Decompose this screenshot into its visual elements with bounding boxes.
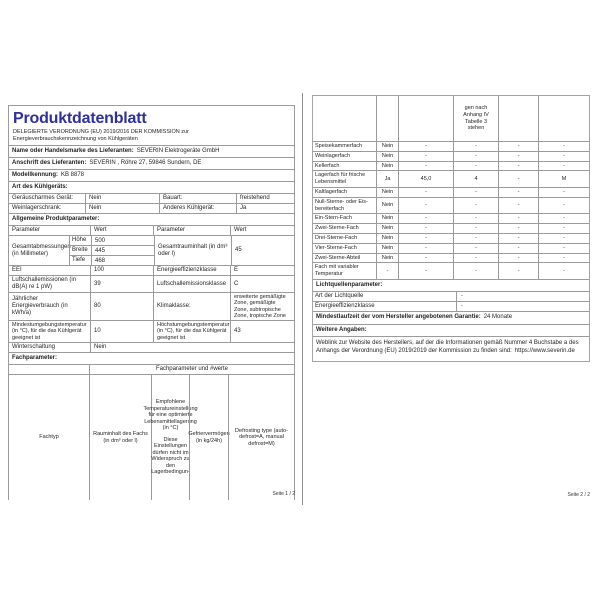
compartment-value: - <box>398 263 453 279</box>
param-value: 39 <box>90 276 153 292</box>
compartment-value: - <box>398 214 453 223</box>
compartment-value: - <box>538 152 589 161</box>
page-1 <box>8 105 295 500</box>
supplier-address-value: SEVERIN , Röhre 27, 59846 Sundern, DE <box>89 160 202 166</box>
weblink-text: Weblink zur Website des Herstellers, auf der die Informationen gemäß Nummer 4 Buchstabe a des Anhangs der Verordnung (EU) 2019/2019 der Kommission zu finden sind: <box>316 340 579 354</box>
compartment-present: Nein <box>376 214 398 223</box>
compartment-value: - <box>453 263 498 279</box>
supplier-name-value: SEVERIN Elektrogeräte GmbH <box>136 148 220 154</box>
compartment-row <box>313 233 589 243</box>
param-value: E <box>230 266 294 275</box>
compartment-value: - <box>538 244 589 253</box>
param-value: - <box>456 292 589 301</box>
column-header: Rauminhalt des Fachs (in dm³ oder l) <box>89 375 151 500</box>
dimension-value: 468 <box>91 256 154 265</box>
compartment-row <box>313 141 589 151</box>
compartment-row <box>313 243 589 253</box>
compartment-value: - <box>498 198 538 214</box>
param-row <box>9 275 294 292</box>
compartment-name: Fach mit variabler Temperatur <box>315 264 359 278</box>
compartment-name: Weinlagerfach <box>315 152 351 159</box>
compartment-span-header-row <box>9 364 294 374</box>
compartment-present: Nein <box>376 234 398 243</box>
column-header: Parameter <box>153 226 230 235</box>
param-value: 10 <box>90 321 153 342</box>
column-header: Wert <box>230 226 294 235</box>
compartment-value: - <box>538 198 589 214</box>
supplier-address-label: Anschrift des Lieferanten: <box>12 160 87 166</box>
empty-cell <box>376 96 398 141</box>
compartment-value: - <box>398 152 453 161</box>
param-label: Geräuscharmes Gerät: <box>12 195 74 201</box>
column-header: Gefriervermögen (in kg/24h) <box>189 375 228 500</box>
compartment-value: - <box>453 254 498 263</box>
warranty-label: Mindestlaufzeit der vom Hersteller angebotenen Garantie: <box>316 314 481 321</box>
param-value: Nein <box>90 343 294 352</box>
param-value: 100 <box>90 266 153 275</box>
param-value: 45 <box>231 236 294 265</box>
compartment-value: - <box>538 224 589 233</box>
supplier-name-label: Name oder Handelsmarke des Lieferanten: <box>12 148 134 154</box>
weblink-cell <box>313 337 589 361</box>
dimensions-label: Gesamtabmessungen (in Millimeter) <box>12 243 71 257</box>
page-divider <box>302 93 303 505</box>
empty-cell <box>398 96 453 141</box>
param-row <box>9 292 294 320</box>
page-title: Produktdatenblatt <box>13 110 147 127</box>
dimension-value: 445 <box>91 246 154 255</box>
compartment-value: - <box>398 142 453 151</box>
compartment-value: - <box>538 162 589 171</box>
supplier-name-row <box>9 145 294 157</box>
compartment-name: Lagerfach für frische Lebensmittel <box>315 172 366 186</box>
compartment-value: - <box>498 224 538 233</box>
light-source-header: Lichtquellenparameter: <box>316 281 383 288</box>
compartment-present: Nein <box>376 254 398 263</box>
compartment-value: 45,0 <box>398 171 453 187</box>
column-header: Wert <box>90 226 153 235</box>
compartment-value: - <box>453 188 498 197</box>
compartment-present: Nein <box>376 198 398 214</box>
compartment-present: Nein <box>376 244 398 253</box>
param-value: freistehend <box>236 194 294 203</box>
compartment-value: - <box>538 263 589 279</box>
title-block <box>9 106 294 145</box>
param-label: Gesamtrauminhalt (in dm³ oder l) <box>154 236 231 265</box>
param-value: Nein <box>85 194 159 203</box>
compartment-row <box>313 253 589 263</box>
compartment-value: M <box>538 171 589 187</box>
compartment-value: - <box>398 188 453 197</box>
compartment-table-header <box>9 374 294 500</box>
compartment-name: Kellerfach <box>315 162 340 169</box>
winter-row <box>9 342 294 352</box>
general-params-header: Allgemeine Produktparameter: <box>9 213 294 225</box>
light-source-row <box>313 301 589 311</box>
param-table-header <box>9 225 294 235</box>
compartment-value: - <box>498 263 538 279</box>
compartment-name: Null-Sterne- oder Eis-bereiterfach <box>315 198 368 212</box>
further-info-header-row <box>313 324 589 337</box>
compartment-name: Ein-Stern-Fach <box>315 215 352 222</box>
param-value: 80 <box>90 293 153 320</box>
compartment-row <box>313 170 589 187</box>
compartment-present: Nein <box>376 162 398 171</box>
param-value: erweiterte gemäßigte Zone, gemäßigte Zone, subtropische Zone, tropische Zone <box>230 293 294 320</box>
param-value: - <box>456 302 589 311</box>
dimension-subrow <box>70 236 154 245</box>
compartment-value: - <box>453 214 498 223</box>
compartment-value: - <box>453 234 498 243</box>
param-value: C <box>230 276 294 292</box>
param-label: Höchstumgebungstemperatur (in °C), für die das Kühlgerät geeignet ist <box>153 321 230 342</box>
compartment-value: - <box>398 198 453 214</box>
empty-cell <box>498 96 538 141</box>
warranty-value: 24 Monate <box>483 314 513 321</box>
column-header: Fachtyp <box>39 434 59 441</box>
device-type-row <box>9 193 294 203</box>
column-header <box>143 375 198 500</box>
dimension-key: Breite <box>72 247 88 254</box>
compartment-value: - <box>453 198 498 214</box>
param-value: Ja <box>236 204 294 213</box>
param-label: Luftschallemissionen (in dB(A) re 1 pW) <box>12 277 77 290</box>
weblink-row <box>313 336 589 361</box>
compartment-value: - <box>498 152 538 161</box>
compartment-value: - <box>498 162 538 171</box>
compartment-value: - <box>453 244 498 253</box>
page-2-footer: Seite 2 / 2 <box>567 492 590 498</box>
column-header: Parameter <box>12 227 41 233</box>
compartment-value: - <box>498 214 538 223</box>
dimension-key: Höhe <box>72 237 87 244</box>
doc-subtitle: DELEGIERTE VERORDNUNG (EU) 2019/2016 DER KOMMISSION zur Energieverbrauchskennzeichnung von Kühlgeräten <box>13 129 189 142</box>
compartment-row <box>313 223 589 233</box>
compartment-present: Nein <box>376 188 398 197</box>
warranty-cell <box>313 312 589 324</box>
compartment-span-header: Fachparameter und #werte <box>89 365 294 374</box>
column-header-part: Empfohlene Temperatureinstellung für eine optimierte Lebensmittellagerung (in °C) <box>143 399 198 432</box>
device-type-row <box>9 203 294 213</box>
compartment-name: Zwei-Sterne-Abteil <box>315 254 361 261</box>
param-label: Weinlagerschrank: <box>12 205 62 211</box>
param-label: Anderes Kühlgerät: <box>159 204 236 213</box>
warranty-row <box>313 311 589 324</box>
compartment-value: - <box>453 142 498 151</box>
compartment-value: - <box>538 142 589 151</box>
page-2 <box>312 95 590 362</box>
param-label: Winterschaltung <box>12 344 56 351</box>
weblink-url: https://www.severin.de <box>514 347 575 354</box>
model-id-row <box>9 169 294 181</box>
compartment-value: 4 <box>453 171 498 187</box>
compartment-value: - <box>538 254 589 263</box>
dimension-subrow <box>70 245 154 255</box>
empty-cell <box>9 365 89 374</box>
param-value: 43 <box>230 321 294 342</box>
param-label: Luftschallemissionsklasse <box>153 276 230 292</box>
compartment-value: - <box>398 162 453 171</box>
compartment-value: - <box>453 224 498 233</box>
compartment-name: Kaltlagerfach <box>315 188 348 195</box>
device-type-header: Art des Kühlgeräts: <box>9 181 294 193</box>
compartment-row <box>313 187 589 197</box>
compartment-value: - <box>398 234 453 243</box>
continuation-text: gen nach Anhang IV Tabelle 3 stehen <box>453 96 498 141</box>
light-source-header-row <box>313 279 589 292</box>
compartment-name: Zwei-Sterne-Fach <box>315 225 359 232</box>
light-source-row <box>313 291 589 301</box>
compartment-name: Vier-Sterne-Fach <box>315 244 357 251</box>
supplier-address-row <box>9 157 294 169</box>
empty-cell <box>313 96 376 141</box>
param-label: Jährlicher Energieverbrauch (in kWh/a) <box>12 296 68 317</box>
product-datasheet-table-continued <box>312 95 590 362</box>
dimension-key: Tiefe <box>72 257 86 264</box>
param-label: Bauart: <box>159 194 236 203</box>
param-label: Energieeffizienzklasse <box>153 266 230 275</box>
dimensions-subtable <box>69 236 154 265</box>
param-label: Energieeffizienzklasse <box>315 303 375 310</box>
model-id-value: KB 8878 <box>61 172 85 178</box>
compartment-row <box>313 161 589 171</box>
compartment-row <box>313 262 589 279</box>
compartment-present: - <box>376 263 398 279</box>
param-row <box>9 320 294 342</box>
compartment-row <box>313 151 589 161</box>
compartment-value: - <box>453 162 498 171</box>
compartment-value: - <box>498 142 538 151</box>
compartment-name: Drei-Sterne-Fach <box>315 234 358 241</box>
continuation-row <box>313 96 589 141</box>
param-label: Mindestumgebungstemperatur (in °C), für die das Kühlgerät geeignet ist <box>12 322 87 341</box>
compartment-value: - <box>538 234 589 243</box>
param-value: Nein <box>85 204 159 213</box>
compartment-present: Nein <box>376 224 398 233</box>
further-info-header: Weitere Angaben: <box>316 326 367 333</box>
product-datasheet-table <box>8 105 295 500</box>
model-id-label: Modellkennung: <box>12 172 58 178</box>
compartment-present: Nein <box>376 142 398 151</box>
compartment-row <box>313 197 589 214</box>
compartment-value: - <box>498 254 538 263</box>
compartment-value: - <box>498 171 538 187</box>
param-label: Art der Lichtquelle <box>315 293 364 300</box>
compartment-value: - <box>453 152 498 161</box>
dimensions-row <box>9 235 294 265</box>
compartment-value: - <box>398 244 453 253</box>
param-label: EEI <box>12 267 22 273</box>
compartment-row <box>313 213 589 223</box>
compartment-value: - <box>498 234 538 243</box>
empty-cell <box>538 96 589 141</box>
column-header-part: Diese Einstellungen dürfen nicht im Widerspruch zu den Lagerbedingun- <box>151 436 190 476</box>
compartment-present: Nein <box>376 152 398 161</box>
compartment-value: - <box>538 214 589 223</box>
compartment-params-header: Fachparameter: <box>9 352 294 364</box>
page-1-footer: Seite 1 / 2 <box>272 491 295 497</box>
compartment-present: Ja <box>376 171 398 187</box>
param-row <box>9 265 294 275</box>
compartment-value: - <box>538 188 589 197</box>
dimension-value: 500 <box>91 236 154 245</box>
compartment-value: - <box>498 244 538 253</box>
compartment-rows <box>313 141 589 279</box>
compartment-value: - <box>398 224 453 233</box>
param-label: Klimaklasse: <box>153 293 230 320</box>
compartment-name: Speisekammerfach <box>315 143 363 149</box>
compartment-value: - <box>398 254 453 263</box>
dimension-subrow <box>70 255 154 265</box>
column-header: Defrosting type (auto-defrost=A, manual defrost=M) <box>228 375 294 500</box>
compartment-value: - <box>498 188 538 197</box>
